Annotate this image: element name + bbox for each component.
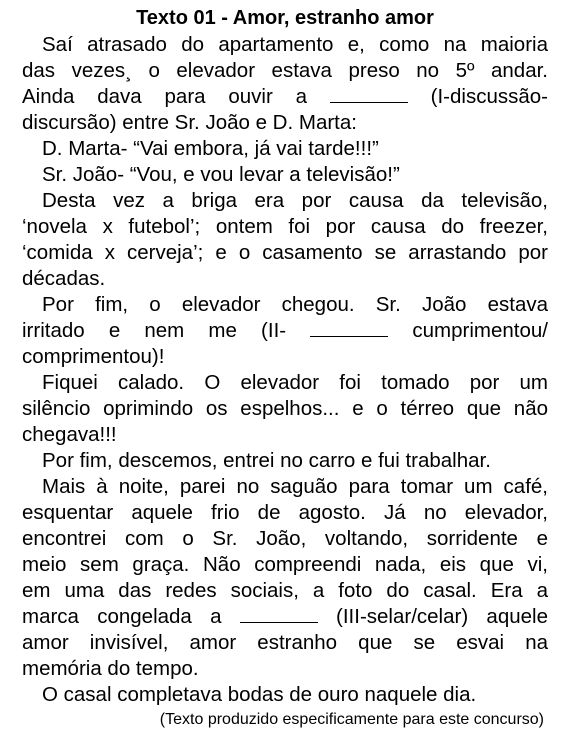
text-line: discursão) entre Sr. João e D. Marta: xyxy=(22,111,357,134)
text-line: ‘novela x futebol’; ontem foi por causa do freezer, xyxy=(22,215,548,238)
document-body xyxy=(22,32,548,708)
text-line xyxy=(22,318,548,344)
text-line: Por fim, o elevador chegou. Sr. João estava xyxy=(42,293,548,316)
text-line: Sr. João- “Vou, e vou levar a televisão!” xyxy=(42,163,400,186)
source-note: (Texto produzido especificamente para este concurso) xyxy=(159,711,544,728)
text-line xyxy=(22,604,548,630)
document-page xyxy=(22,5,548,730)
text-line: memória do tempo. xyxy=(22,657,199,680)
paragraph xyxy=(22,682,548,708)
text-segment: (III-selar/celar) aquele xyxy=(317,605,548,628)
text-line: Fiquei calado. O elevador foi tomado por um xyxy=(42,371,548,394)
text-segment: marca congelada a xyxy=(22,605,240,628)
text-line: em uma das redes sociais, a foto do casal. Era a xyxy=(22,579,548,602)
fill-in-blank xyxy=(330,84,408,103)
fill-in-blank xyxy=(240,604,318,623)
text-line xyxy=(22,84,548,110)
text-line: das vezes¸ o elevador estava preso no 5º andar. xyxy=(22,59,548,82)
paragraph xyxy=(22,474,548,682)
text-line: ‘comida x cerveja’; e o casamento se arrastando por xyxy=(22,241,548,264)
paragraph xyxy=(22,136,548,162)
text-segment: (I-discussão- xyxy=(407,85,548,108)
text-line: amor invisível, amor estranho que se esvai na xyxy=(22,631,548,654)
text-segment: irritado e nem me (II- xyxy=(22,319,311,342)
document-title: Texto 01 - Amor, estranho amor xyxy=(136,7,434,29)
text-line: chegava!!! xyxy=(22,423,117,446)
paragraph xyxy=(22,162,548,188)
paragraph xyxy=(22,32,548,136)
text-line: meio sem graça. Não compreendi nada, eis que vi, xyxy=(22,553,548,576)
text-line: esquentar aquele frio de agosto. Já no elevador, xyxy=(22,501,548,524)
text-line: Desta vez a briga era por causa da televisão, xyxy=(42,189,548,212)
paragraph xyxy=(22,292,548,370)
text-line: Por fim, descemos, entrei no carro e fui trabalhar. xyxy=(42,449,491,472)
text-line: Saí atrasado do apartamento e, como na maioria xyxy=(42,33,548,56)
text-line: Mais à noite, parei no saguão para tomar um café, xyxy=(42,475,548,498)
text-line: silêncio oprimindo os espelhos... e o térreo que não xyxy=(22,397,548,420)
text-line: décadas. xyxy=(22,267,106,290)
paragraph xyxy=(22,188,548,292)
text-line: O casal completava bodas de ouro naquele dia. xyxy=(42,683,477,706)
text-segment: Ainda dava para ouvir a xyxy=(22,85,330,108)
text-segment: cumprimentou/ xyxy=(388,319,548,342)
text-line: D. Marta- “Vai embora, já vai tarde!!!” xyxy=(42,137,379,160)
text-line: encontrei com o Sr. João, voltando, sorridente e xyxy=(22,527,548,550)
paragraph xyxy=(22,370,548,448)
fill-in-blank xyxy=(310,318,388,337)
text-line: comprimentou)! xyxy=(22,345,165,368)
paragraph xyxy=(22,448,548,474)
